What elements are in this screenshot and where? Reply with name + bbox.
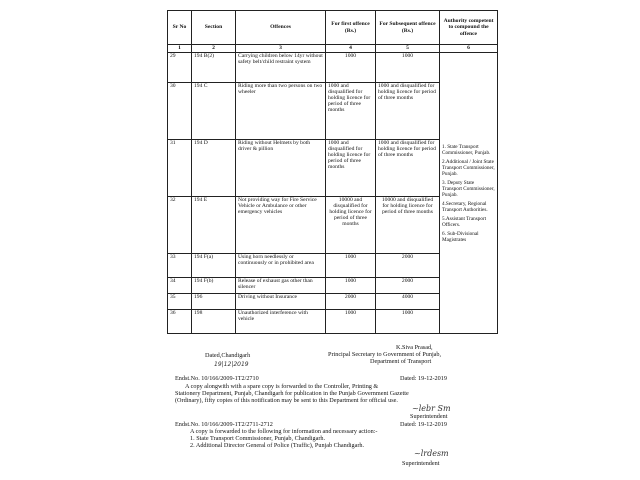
authority-item: 6. Sub-Divisional Magistrates <box>442 230 479 243</box>
sr-cell: 34 <box>168 278 192 294</box>
endst-item: 2. Additional Director General of Police (Traffic), Punjab Chandigarh. <box>190 442 365 449</box>
header-section: Section <box>192 11 236 45</box>
col-number: 4 <box>326 45 376 53</box>
endst-intro: A copy is forwarded to the following for information and necessary action:- <box>190 428 378 435</box>
section-cell: 194 E <box>192 197 236 254</box>
sr-cell: 31 <box>168 140 192 197</box>
first-offence-cell: 1000 <box>326 278 376 294</box>
offence-cell: Using horn needlessly or continuously or in prohibited area <box>236 254 326 278</box>
endst-para-line: (Ordinary), fifty copies of this notification may be sent to this Department for official use. <box>175 397 398 404</box>
sr-cell: 36 <box>168 310 192 334</box>
offence-cell: Driving without Insurance <box>236 294 326 310</box>
signature-1: ~lebr Sm <box>412 404 451 413</box>
first-offence-cell: 1000 and disqualified for holding licence for period of three months <box>326 83 376 140</box>
authority-item: 4.Secretary, Regional Transport Authorities. <box>442 200 488 213</box>
offence-cell: Unauthorized interference with vehicle <box>236 310 326 334</box>
col-number: 1 <box>168 45 192 53</box>
subsequent-offence-cell: 1000 and disqualified for holding licence for period of three months <box>376 83 440 140</box>
table-row <box>168 53 498 83</box>
endst-para-line: A copy alongwith with a spare copy is forwarded to the Controller, Printing & <box>185 383 379 390</box>
endst-dated-1: Dated: 19-12-2019 <box>400 375 447 382</box>
section-cell: 194 F(a) <box>192 254 236 278</box>
first-offence-cell: 10000 and disqualified for holding licence for period of three months <box>326 197 376 254</box>
header-authority: Authority competent to compound the offence <box>440 11 498 45</box>
col-number: 6 <box>440 45 498 53</box>
offence-cell: Riding more than two persons on two wheeler <box>236 83 326 140</box>
endst-dated-2: Dated: 19-12-2019 <box>400 421 447 428</box>
superintendent-1: Superintendent <box>410 413 448 420</box>
subsequent-offence-cell: 1000 and disqualified for holding licence for period of three months <box>376 140 440 197</box>
authority-item: 3. Deputy State Transport Commissioner, Punjab. <box>442 179 495 198</box>
subsequent-offence-cell: 4000 <box>376 294 440 310</box>
offence-cell: Not providing way for Fire Service Vehicle or Ambulance or other emergency vehicles <box>236 197 326 254</box>
subsequent-offence-cell: 2000 <box>376 278 440 294</box>
sr-cell: 30 <box>168 83 192 140</box>
sr-cell: 33 <box>168 254 192 278</box>
dated-handwritten: 19|12|2019 <box>214 361 249 368</box>
signatory-name: K.Siva Prasad, <box>396 344 433 351</box>
first-offence-cell: 1000 and disqualified for holding licence for period of three months <box>326 140 376 197</box>
sr-cell: 35 <box>168 294 192 310</box>
endst-no-2: Endst.No. 10/166/2009-1T2/2711-2712 <box>175 421 273 428</box>
superintendent-2: Superintendent <box>402 460 440 467</box>
col-number: 2 <box>192 45 236 53</box>
header-subsequent-offence: For Subsequent offence (Rs.) <box>376 11 440 45</box>
header-offences: Offences <box>236 11 326 45</box>
endst-item: 1. State Transport Commissioner, Punjab, Chandigarh. <box>190 435 326 442</box>
first-offence-cell: 1000 <box>326 310 376 334</box>
sr-cell: 29 <box>168 53 192 83</box>
first-offence-cell: 2000 <box>326 294 376 310</box>
endst-no-1: Endst.No. 10/166/2009-1T2/2710 <box>175 375 259 382</box>
section-cell: 198 <box>192 310 236 334</box>
header-sr-no: Sr No <box>168 11 192 45</box>
subsequent-offence-cell: 1000 <box>376 53 440 83</box>
authority-cell <box>440 53 498 334</box>
col-number: 5 <box>376 45 440 53</box>
signatory-department: Department of Transport <box>370 358 432 365</box>
section-cell: 194 C <box>192 83 236 140</box>
subsequent-offence-cell: 2000 <box>376 254 440 278</box>
offence-cell: Carrying children below 14yr without safety belt/child restraint system <box>236 53 326 83</box>
section-cell: 196 <box>192 294 236 310</box>
signatory-designation: Principal Secretary to Government of Punjab, <box>328 351 442 358</box>
offence-cell: Release of exhaust gas other than silencer <box>236 278 326 294</box>
authority-item: 2.Additional / Joint State Transport Commissioner, Punjab. <box>442 158 495 177</box>
sr-cell: 32 <box>168 197 192 254</box>
authority-item: 5.Assistant Transport Officers. <box>442 215 487 228</box>
subsequent-offence-cell: 1000 <box>376 310 440 334</box>
authority-item: 1. State Transport Commissioner, Punjab. <box>442 143 491 156</box>
column-number-row <box>168 45 498 53</box>
offences-table <box>167 10 498 334</box>
dated-place: Dated,Chandigarh <box>205 352 251 359</box>
offence-cell: Riding without Helmets by both driver & pillion <box>236 140 326 197</box>
col-number: 3 <box>236 45 326 53</box>
section-cell: 194 B(2) <box>192 53 236 83</box>
section-cell: 194 D <box>192 140 236 197</box>
first-offence-cell: 1000 <box>326 254 376 278</box>
header-first-offence: For first offence (Rs.) <box>326 11 376 45</box>
first-offence-cell: 1000 <box>326 53 376 83</box>
signature-2: ~lrdesm <box>414 449 449 458</box>
endst-para-line: Stationery Department, Punjab, Chandigarh for publication in the Punjab Government Gazette <box>175 390 409 397</box>
subsequent-offence-cell: 10000 and disqualified for holding licence for period of three months <box>376 197 440 254</box>
table-header-row <box>168 11 498 45</box>
section-cell: 194 F(b) <box>192 278 236 294</box>
